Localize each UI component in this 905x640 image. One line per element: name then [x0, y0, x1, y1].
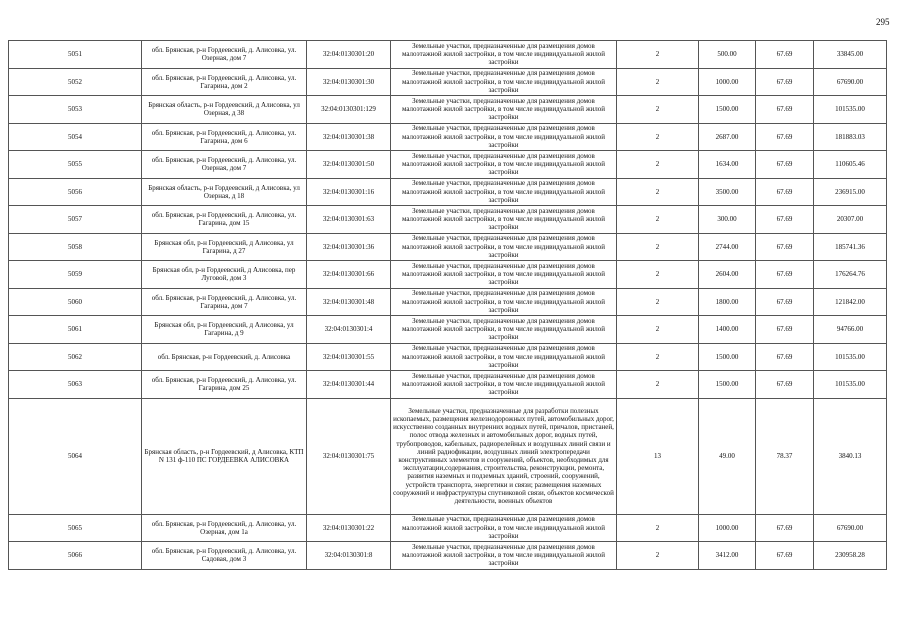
specific-value: 67.69 [756, 261, 814, 289]
row-number: 5064 [9, 398, 142, 514]
category-code: 2 [617, 343, 699, 371]
permitted-use: Земельные участки, предназначенные для размещения домов малоэтажной жилой застройки, в том числе индивидуальной жилой застройки [391, 178, 617, 206]
cadastral-number: 32:04:0130301:36 [307, 233, 391, 261]
area-value: 500.00 [699, 41, 756, 69]
address-cell: обл. Брянская, р-н Гордеевский, д. Алисовка, ул. Гагарина, дом 2 [142, 68, 307, 96]
specific-value: 67.69 [756, 96, 814, 124]
specific-value: 67.69 [756, 123, 814, 151]
cadastral-number: 32:04:0130301:16 [307, 178, 391, 206]
table-row [9, 123, 887, 151]
cadastral-cost: 67690.00 [814, 514, 887, 542]
cadastral-cost: 33845.00 [814, 41, 887, 69]
category-code: 2 [617, 233, 699, 261]
specific-value: 67.69 [756, 371, 814, 399]
cadastral-number: 32:04:0130301:20 [307, 41, 391, 69]
specific-value: 67.69 [756, 542, 814, 570]
permitted-use: Земельные участки, предназначенные для разработки полезных ископаемых, размещения железнодорожных путей, автомобильных дорог, искусственно созданных внутренних водных путей, причалов, пристаней, полос отвода железных и автомобильных дорог, водных путей, трубопроводов, кабельных, радиорелейных и воздушных линий связи и линий радиофикации, воздушных линий электропередачи конструктивных элементов и сооружений, объектов, необходимых для эксплуатации,содержания, строительства, реконструкции, ремонта, развития наземных и подземных зданий, строений, сооружений, устройств транспорта, энергетики и связи; размещения наземных сооружений и инфраструктуры спутниковой связи, объектов космической деятельности, военных объектов [391, 398, 617, 514]
specific-value: 67.69 [756, 233, 814, 261]
specific-value: 67.69 [756, 288, 814, 316]
specific-value: 67.69 [756, 514, 814, 542]
table-row [9, 178, 887, 206]
cadastral-number: 32:04:0130301:66 [307, 261, 391, 289]
land-valuation-table [8, 40, 887, 570]
table-row [9, 288, 887, 316]
cadastral-cost: 181883.03 [814, 123, 887, 151]
area-value: 49.00 [699, 398, 756, 514]
address-cell: Брянская область, р-н Гордеевский, д Алисовка, ул Озерная, д 38 [142, 96, 307, 124]
area-value: 1000.00 [699, 68, 756, 96]
specific-value: 67.69 [756, 206, 814, 234]
permitted-use: Земельные участки, предназначенные для размещения домов малоэтажной жилой застройки, в том числе индивидуальной жилой застройки [391, 96, 617, 124]
area-value: 2604.00 [699, 261, 756, 289]
specific-value: 67.69 [756, 316, 814, 344]
area-value: 1800.00 [699, 288, 756, 316]
permitted-use: Земельные участки, предназначенные для размещения домов малоэтажной жилой застройки, в том числе индивидуальной жилой застройки [391, 288, 617, 316]
category-code: 13 [617, 398, 699, 514]
category-code: 2 [617, 371, 699, 399]
cadastral-cost: 101535.00 [814, 371, 887, 399]
cadastral-number: 32:04:0130301:50 [307, 151, 391, 179]
category-code: 2 [617, 151, 699, 179]
cadastral-number: 32:04:0130301:129 [307, 96, 391, 124]
address-cell: обл. Брянская, р-н Гордеевский, д. Алисовка, ул. Гагарина, дом 15 [142, 206, 307, 234]
table-row [9, 261, 887, 289]
specific-value: 67.69 [756, 68, 814, 96]
specific-value: 67.69 [756, 151, 814, 179]
address-cell: обл. Брянская, р-н Гордеевский, д. Алисовка [142, 343, 307, 371]
table-row [9, 233, 887, 261]
cadastral-number: 32:04:0130301:44 [307, 371, 391, 399]
row-number: 5052 [9, 68, 142, 96]
permitted-use: Земельные участки, предназначенные для размещения домов малоэтажной жилой застройки, в том числе индивидуальной жилой застройки [391, 343, 617, 371]
cadastral-cost: 67690.00 [814, 68, 887, 96]
permitted-use: Земельные участки, предназначенные для размещения домов малоэтажной жилой застройки, в том числе индивидуальной жилой застройки [391, 206, 617, 234]
cadastral-cost: 94766.00 [814, 316, 887, 344]
address-cell: Брянская обл, р-н Гордеевский, д Алисовка, ул Гагарина, д 9 [142, 316, 307, 344]
table-row [9, 514, 887, 542]
address-cell: Брянская область, р-н Гордеевский, д Алисовка, КТП N 131 ф-110 ПС ГОРДЕЕВКА АЛИСОВКА [142, 398, 307, 514]
permitted-use: Земельные участки, предназначенные для размещения домов малоэтажной жилой застройки, в том числе индивидуальной жилой застройки [391, 151, 617, 179]
cadastral-number: 32:04:0130301:8 [307, 542, 391, 570]
row-number: 5065 [9, 514, 142, 542]
permitted-use: Земельные участки, предназначенные для размещения домов малоэтажной жилой застройки, в том числе индивидуальной жилой застройки [391, 123, 617, 151]
area-value: 1634.00 [699, 151, 756, 179]
address-cell: обл. Брянская, р-н Гордеевский, д. Алисовка, ул. Озерная, дом 7 [142, 151, 307, 179]
cadastral-cost: 230958.28 [814, 542, 887, 570]
address-cell: Брянская обл, р-н Гордеевский, д Алисовка, ул Гагарина, д 27 [142, 233, 307, 261]
specific-value: 78.37 [756, 398, 814, 514]
category-code: 2 [617, 261, 699, 289]
table-row [9, 542, 887, 570]
table-row [9, 206, 887, 234]
category-code: 2 [617, 514, 699, 542]
row-number: 5061 [9, 316, 142, 344]
row-number: 5060 [9, 288, 142, 316]
permitted-use: Земельные участки, предназначенные для размещения домов малоэтажной жилой застройки, в том числе индивидуальной жилой застройки [391, 542, 617, 570]
table-row [9, 398, 887, 514]
category-code: 2 [617, 288, 699, 316]
category-code: 2 [617, 96, 699, 124]
cadastral-cost: 3840.13 [814, 398, 887, 514]
cadastral-number: 32:04:0130301:4 [307, 316, 391, 344]
table-row [9, 316, 887, 344]
row-number: 5057 [9, 206, 142, 234]
specific-value: 67.69 [756, 41, 814, 69]
category-code: 2 [617, 542, 699, 570]
table-row [9, 41, 887, 69]
specific-value: 67.69 [756, 343, 814, 371]
table-row [9, 371, 887, 399]
area-value: 1400.00 [699, 316, 756, 344]
area-value: 3500.00 [699, 178, 756, 206]
cadastral-cost: 185741.36 [814, 233, 887, 261]
category-code: 2 [617, 206, 699, 234]
cadastral-cost: 110605.46 [814, 151, 887, 179]
row-number: 5054 [9, 123, 142, 151]
permitted-use: Земельные участки, предназначенные для размещения домов малоэтажной жилой застройки, в том числе индивидуальной жилой застройки [391, 371, 617, 399]
area-value: 3412.00 [699, 542, 756, 570]
table-row [9, 343, 887, 371]
cadastral-cost: 101535.00 [814, 96, 887, 124]
row-number: 5055 [9, 151, 142, 179]
area-value: 1500.00 [699, 343, 756, 371]
cadastral-number: 32:04:0130301:38 [307, 123, 391, 151]
address-cell: обл. Брянская, р-н Гордеевский, д. Алисовка, ул. Гагарина, дом 7 [142, 288, 307, 316]
address-cell: обл. Брянская, р-н Гордеевский, д. Алисовка, ул. Гагарина, дом 6 [142, 123, 307, 151]
page-number: 295 [876, 17, 890, 27]
cadastral-number: 32:04:0130301:48 [307, 288, 391, 316]
cadastral-number: 32:04:0130301:75 [307, 398, 391, 514]
category-code: 2 [617, 68, 699, 96]
address-cell: Брянская область, р-н Гордеевский, д Алисовка, ул Озерная, д 18 [142, 178, 307, 206]
address-cell: обл. Брянская, р-н Гордеевский, д. Алисовка, ул. Садовая, дом 3 [142, 542, 307, 570]
category-code: 2 [617, 123, 699, 151]
cadastral-number: 32:04:0130301:30 [307, 68, 391, 96]
cadastral-cost: 101535.00 [814, 343, 887, 371]
category-code: 2 [617, 178, 699, 206]
row-number: 5066 [9, 542, 142, 570]
permitted-use: Земельные участки, предназначенные для размещения домов малоэтажной жилой застройки, в том числе индивидуальной жилой застройки [391, 316, 617, 344]
table-row [9, 68, 887, 96]
permitted-use: Земельные участки, предназначенные для размещения домов малоэтажной жилой застройки, в том числе индивидуальной жилой застройки [391, 68, 617, 96]
specific-value: 67.69 [756, 178, 814, 206]
cadastral-cost: 176264.76 [814, 261, 887, 289]
table-row [9, 96, 887, 124]
category-code: 2 [617, 316, 699, 344]
row-number: 5053 [9, 96, 142, 124]
permitted-use: Земельные участки, предназначенные для размещения домов малоэтажной жилой застройки, в том числе индивидуальной жилой застройки [391, 261, 617, 289]
row-number: 5056 [9, 178, 142, 206]
cadastral-number: 32:04:0130301:22 [307, 514, 391, 542]
permitted-use: Земельные участки, предназначенные для размещения домов малоэтажной жилой застройки, в том числе индивидуальной жилой застройки [391, 233, 617, 261]
row-number: 5063 [9, 371, 142, 399]
address-cell: обл. Брянская, р-н Гордеевский, д. Алисовка, ул. Озерная, дом 1а [142, 514, 307, 542]
area-value: 2744.00 [699, 233, 756, 261]
address-cell: Брянская обл, р-н Гордеевский, д Алисовка, пер Луговой, дом 3 [142, 261, 307, 289]
area-value: 1500.00 [699, 96, 756, 124]
area-value: 1000.00 [699, 514, 756, 542]
address-cell: обл. Брянская, р-н Гордеевский, д. Алисовка, ул. Гагарина, дом 25 [142, 371, 307, 399]
area-value: 2687.00 [699, 123, 756, 151]
cadastral-cost: 20307.00 [814, 206, 887, 234]
row-number: 5051 [9, 41, 142, 69]
row-number: 5059 [9, 261, 142, 289]
cadastral-number: 32:04:0130301:63 [307, 206, 391, 234]
category-code: 2 [617, 41, 699, 69]
table-row [9, 151, 887, 179]
address-cell: обл. Брянская, р-н Гордеевский, д. Алисовка, ул. Озерная, дом 7 [142, 41, 307, 69]
cadastral-cost: 236915.00 [814, 178, 887, 206]
permitted-use: Земельные участки, предназначенные для размещения домов малоэтажной жилой застройки, в том числе индивидуальной жилой застройки [391, 514, 617, 542]
cadastral-number: 32:04:0130301:55 [307, 343, 391, 371]
area-value: 1500.00 [699, 371, 756, 399]
area-value: 300.00 [699, 206, 756, 234]
row-number: 5058 [9, 233, 142, 261]
cadastral-cost: 121842.00 [814, 288, 887, 316]
permitted-use: Земельные участки, предназначенные для размещения домов малоэтажной жилой застройки, в том числе индивидуальной жилой застройки [391, 41, 617, 69]
row-number: 5062 [9, 343, 142, 371]
